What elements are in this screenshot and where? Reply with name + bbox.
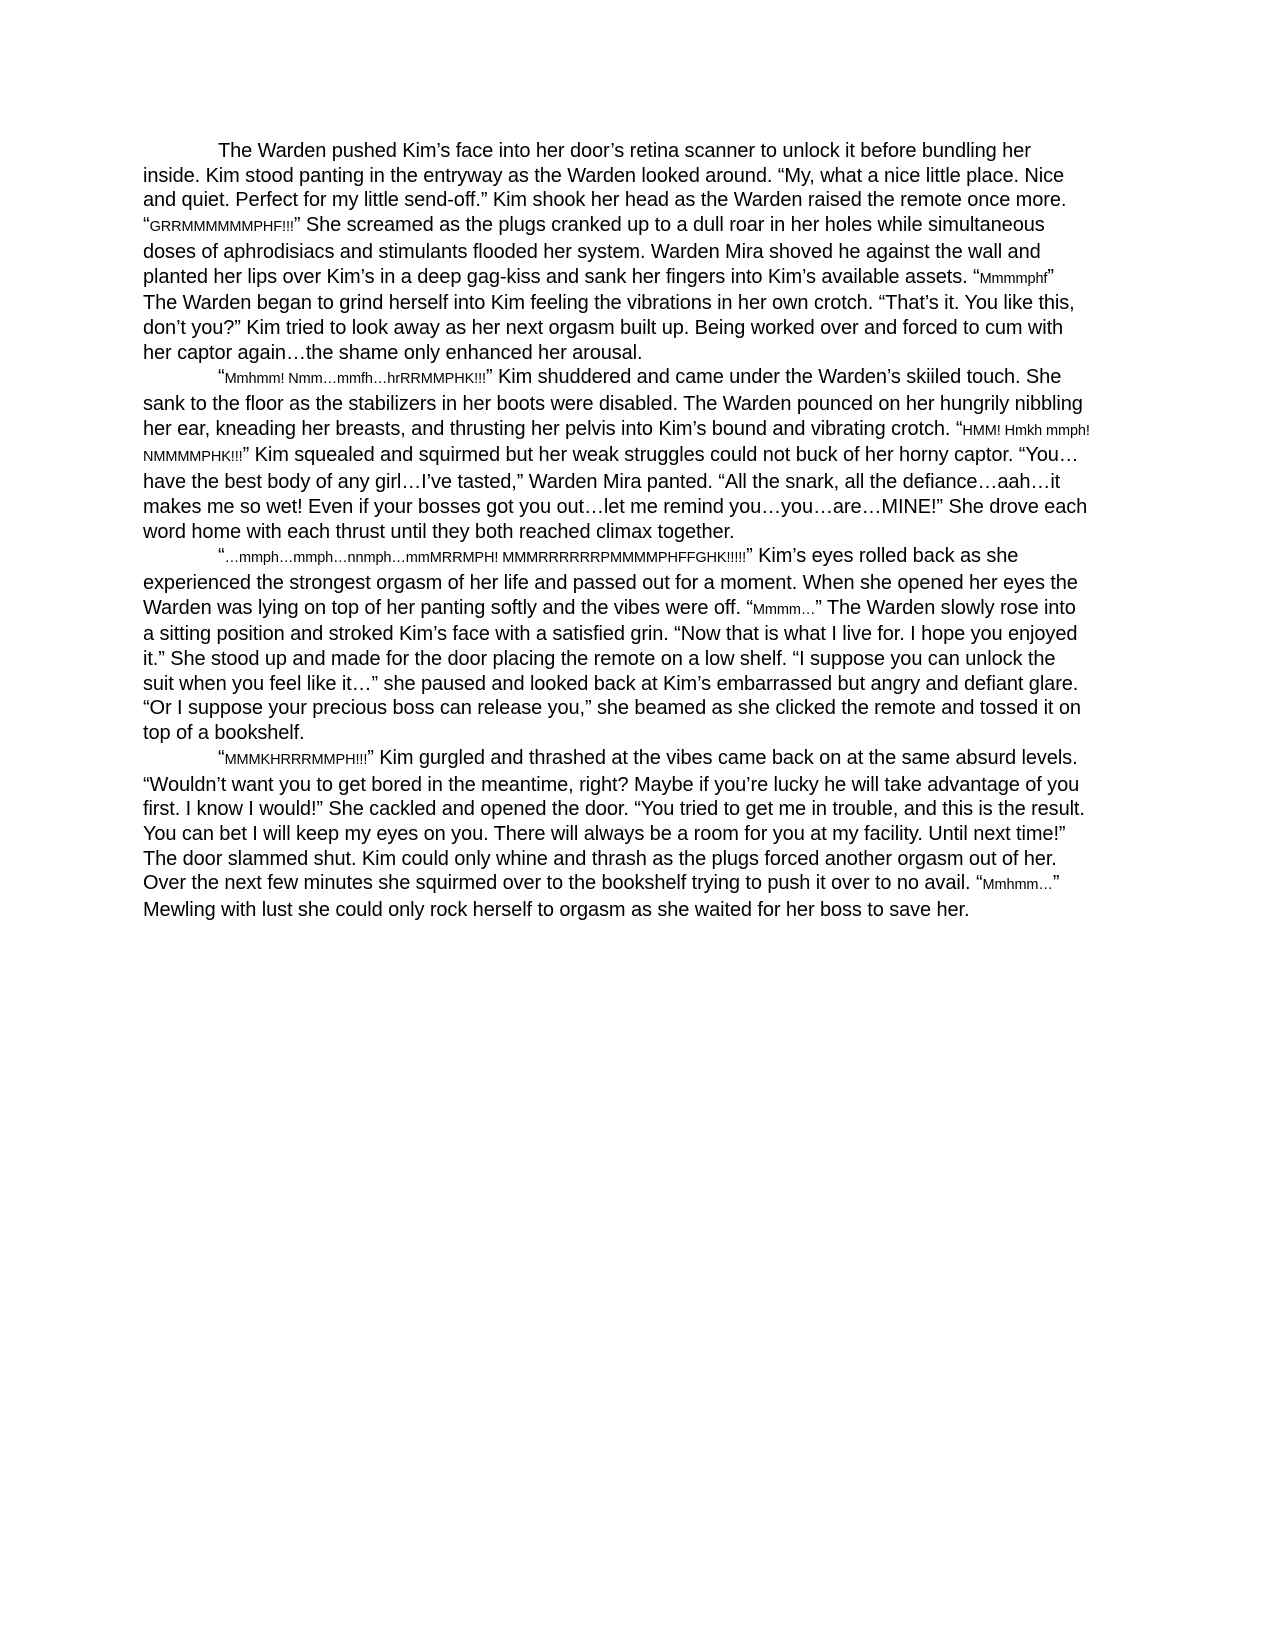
muffled-text-segment: Mmhmm! Nmm…mmfh…hrRRMMPHK!!! xyxy=(224,371,486,388)
text-segment: ” Mewling with lust she could only rock herself to orgasm as she waited for her boss to save her. xyxy=(143,872,1060,922)
muffled-text-segment: Mmhmm… xyxy=(982,877,1053,894)
paragraph-3 xyxy=(143,544,1091,746)
paragraph-1 xyxy=(143,139,1091,365)
muffled-text-segment: Mmmm… xyxy=(752,601,816,618)
muffled-text-segment: HMM! Hmkh mmph! NMMMMPHK!!! xyxy=(143,422,1090,466)
text-segment: ” The Warden slowly rose into a sitting position and stroked Kim’s face with a satisfied grin. “Now that is what I live for. I hope you enjoyed it.” She stood up and made for the door placing the remote on a low shelf. “I suppose you can unlock the suit when you feel like it…” she paused and looked back at Kim’s embarrassed but angry and defiant glare. “Or I suppose your precious boss can release you,” she beamed as she clicked the remote and tossed it on top of a bookshelf. xyxy=(143,596,1081,745)
paragraph-4 xyxy=(143,746,1091,923)
text-segment: ” Kim shuddered and came under the Warden’s skiiled touch. She sank to the floor as the stabilizers in her boots were disabled. The Warden pounced on her hungrily nibbling her ear, kneading her breasts, and thrusting her pelvis into Kim’s bound and vibrating crotch. “ xyxy=(143,366,1083,440)
text-segment: “ xyxy=(218,545,225,568)
text-segment: The Warden pushed Kim’s face into her door’s retina scanner to unlock it before bundling her inside. Kim stood panting in the entryway as the Warden looked around. “My, what a nice little place. Nice and quiet. Perfect for my little send-off.” Kim shook her head as the Warden raised the remote once more. “ xyxy=(143,140,1067,237)
text-segment: ” Kim squealed and squirmed but her weak struggles could not buck of her horny captor. “You…have the best body of any girl…I’ve tasted,” Warden Mira panted. “All the snark, all the defiance…aah…it makes me so wet! Even if your bosses got you out…let me remind you…you…are…MINE!” She drove each word home with each thrust until they both reached climax together. xyxy=(143,444,1088,543)
text-segment: ” She screamed as the plugs cranked up to a dull roar in her holes while simultaneous doses of aphrodisiacs and stimulants flooded her system. Warden Mira shoved he against the wall and planted her lips over Kim’s in a deep gag-kiss and sank her fingers into Kim’s available assets. “ xyxy=(143,214,1045,288)
document-body xyxy=(143,139,1091,923)
muffled-text-segment: …mmph…mmph…nnmph…mmMRRMPH! MMMRRRRRRPMMMMPHFFGHK!!!!! xyxy=(224,550,747,567)
paragraph-2 xyxy=(143,365,1091,544)
muffled-text-segment: GRRMMMMMMPHF!!! xyxy=(149,219,294,236)
text-segment: “ xyxy=(218,366,225,389)
muffled-text-segment: Mmmmphf xyxy=(979,270,1048,287)
muffled-text-segment: MMMKHRRRMMPH!!! xyxy=(224,751,368,768)
text-segment: ” Kim gurgled and thrashed at the vibes came back on at the same absurd levels. “Wouldn’t want you to get bored in the meantime, right? Maybe if you’re lucky he will take advantage of you first. I know I would!” She cackled and opened the door. “You tried to get me in trouble, and this is the result. You can bet I will keep my eyes on you. There will always be a room for you at my facility. Until next time!” The door slammed shut. Kim could only whine and thrash as the plugs forced another orgasm out of her. Over the next few minutes she squirmed over to the bookshelf trying to push it over to no avail. “ xyxy=(143,746,1085,895)
text-segment: ” Kim’s eyes rolled back as she experienced the strongest orgasm of her life and passed out for a moment. When she opened her eyes the Warden was lying on top of her panting softly and the vibes were off. “ xyxy=(143,545,1078,619)
text-segment: ” The Warden began to grind herself into Kim feeling the vibrations in her own crotch. “That’s it. You like this, don’t you?” Kim tried to look away as her next orgasm built up. Being worked over and forced to cum with her captor again…the shame only enhanced her arousal. xyxy=(143,265,1075,364)
text-segment: “ xyxy=(218,746,225,769)
